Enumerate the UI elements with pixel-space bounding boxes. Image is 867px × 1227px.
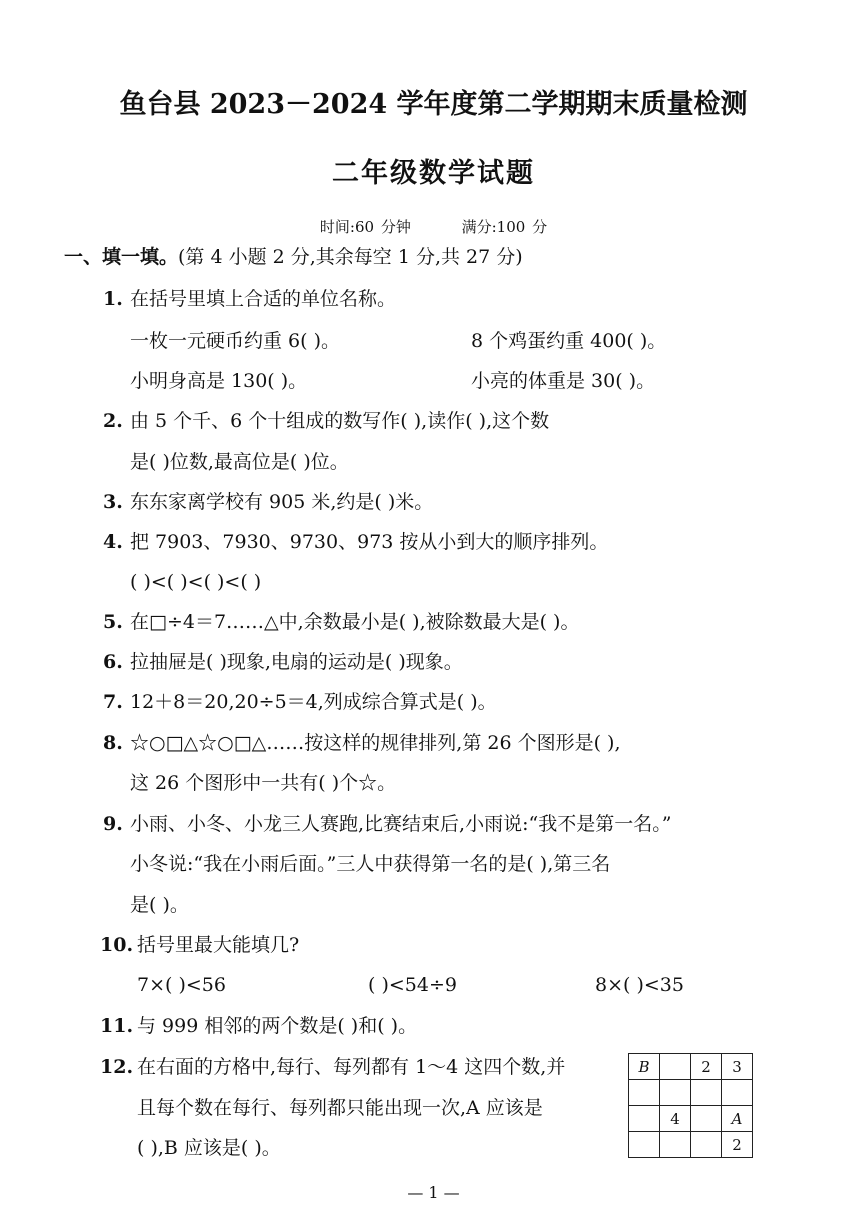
grid-row [629, 1080, 753, 1106]
q1-item-d: 小亮的体重是 30( )。 [471, 370, 656, 392]
q8-line1: ☆○□△☆○□△……按这样的规律排列,第 26 个图形是( ), [130, 732, 621, 754]
q5-number: 5. [103, 611, 123, 633]
q1-item-b: 8 个鸡蛋约重 400( )。 [471, 330, 667, 352]
q6-number: 6. [103, 651, 123, 673]
q1-number: 1. [103, 288, 123, 310]
grid-cell [629, 1106, 660, 1132]
q1-item-a: 一枚一元硬币约重 6( )。 [130, 330, 340, 352]
q11-number: 11. [100, 1015, 134, 1037]
exam-meta [0, 216, 867, 237]
grid-cell: 2 [691, 1054, 722, 1080]
grid-cell: 2 [722, 1132, 753, 1158]
q1-item-c: 小明身高是 130( )。 [130, 370, 308, 392]
number-grid [628, 1053, 753, 1158]
full-score: 满分:100 分 [461, 218, 548, 236]
q10-item-a: 7×( )<56 [137, 974, 226, 996]
q9-line3: 是( )。 [130, 894, 189, 916]
page-number: — 1 — [407, 1183, 460, 1202]
grid-cell [691, 1132, 722, 1158]
q9-number: 9. [103, 813, 123, 835]
q4-number: 4. [103, 531, 123, 553]
grid-cell [660, 1080, 691, 1106]
q11-text: 与 999 相邻的两个数是( )和( )。 [137, 1015, 418, 1037]
q2-number: 2. [103, 410, 123, 432]
grid-cell: 4 [660, 1106, 691, 1132]
grid-cell [691, 1080, 722, 1106]
q10-item-c: 8×( )<35 [595, 974, 684, 996]
grid-cell [722, 1080, 753, 1106]
q6-text: 拉抽屉是( )现象,电扇的运动是( )现象。 [130, 651, 463, 673]
q12-line2: 且每个数在每行、每列都只能出现一次,A 应该是 [137, 1097, 543, 1119]
grid-cell [629, 1080, 660, 1106]
grid-row [629, 1132, 753, 1158]
q4-blanks: ( )<( )<( )<( ) [130, 571, 262, 593]
section-title: 一、填一填。 [64, 246, 179, 268]
grid-cell: 3 [722, 1054, 753, 1080]
section-heading [64, 245, 523, 269]
q8-line2: 这 26 个图形中一共有( )个☆。 [130, 772, 397, 794]
q12-number: 12. [100, 1056, 134, 1078]
q5-text: 在□÷4＝7……△中,余数最小是( ),被除数最大是( )。 [130, 611, 580, 633]
grid-cell [660, 1054, 691, 1080]
grid-cell: A [722, 1106, 753, 1132]
q8-number: 8. [103, 732, 123, 754]
grid-cell: B [629, 1054, 660, 1080]
q7-number: 7. [103, 691, 123, 713]
q9-line1: 小雨、小冬、小龙三人赛跑,比赛结束后,小雨说:“我不是第一名。” [130, 813, 672, 835]
grid-cell [629, 1132, 660, 1158]
q3-number: 3. [103, 491, 123, 513]
grid-row [629, 1054, 753, 1080]
grid-cell [660, 1132, 691, 1158]
section-note: (第 4 小题 2 分,其余每空 1 分,共 27 分) [178, 246, 523, 268]
grid-row [629, 1106, 753, 1132]
q12-line1: 在右面的方格中,每行、每列都有 1～4 这四个数,并 [137, 1056, 566, 1078]
q3-text: 东东家离学校有 905 米,约是( )米。 [130, 491, 434, 513]
time-limit: 时间:60 分钟 [319, 218, 411, 236]
q7-text: 12＋8＝20,20÷5＝4,列成综合算式是( )。 [130, 691, 497, 713]
q10-number: 10. [100, 934, 134, 956]
q10-item-b: ( )<54÷9 [368, 974, 457, 996]
q2-line1: 由 5 个千、6 个十组成的数写作( ),读作( ),这个数 [130, 410, 550, 432]
grid-cell [691, 1106, 722, 1132]
exam-subtitle: 二年级数学试题 [332, 158, 535, 189]
q1-text: 在括号里填上合适的单位名称。 [130, 288, 397, 310]
q4-text: 把 7903、7930、9730、973 按从小到大的顺序排列。 [130, 531, 609, 553]
q12-line3: ( ),B 应该是( )。 [137, 1137, 281, 1159]
exam-title: 鱼台县 2023－2024 学年度第二学期期末质量检测 [119, 89, 748, 120]
q9-line2: 小冬说:“我在小雨后面。”三人中获得第一名的是( ),第三名 [130, 853, 611, 875]
q2-line2: 是( )位数,最高位是( )位。 [130, 451, 349, 473]
q10-text: 括号里最大能填几? [137, 934, 300, 956]
